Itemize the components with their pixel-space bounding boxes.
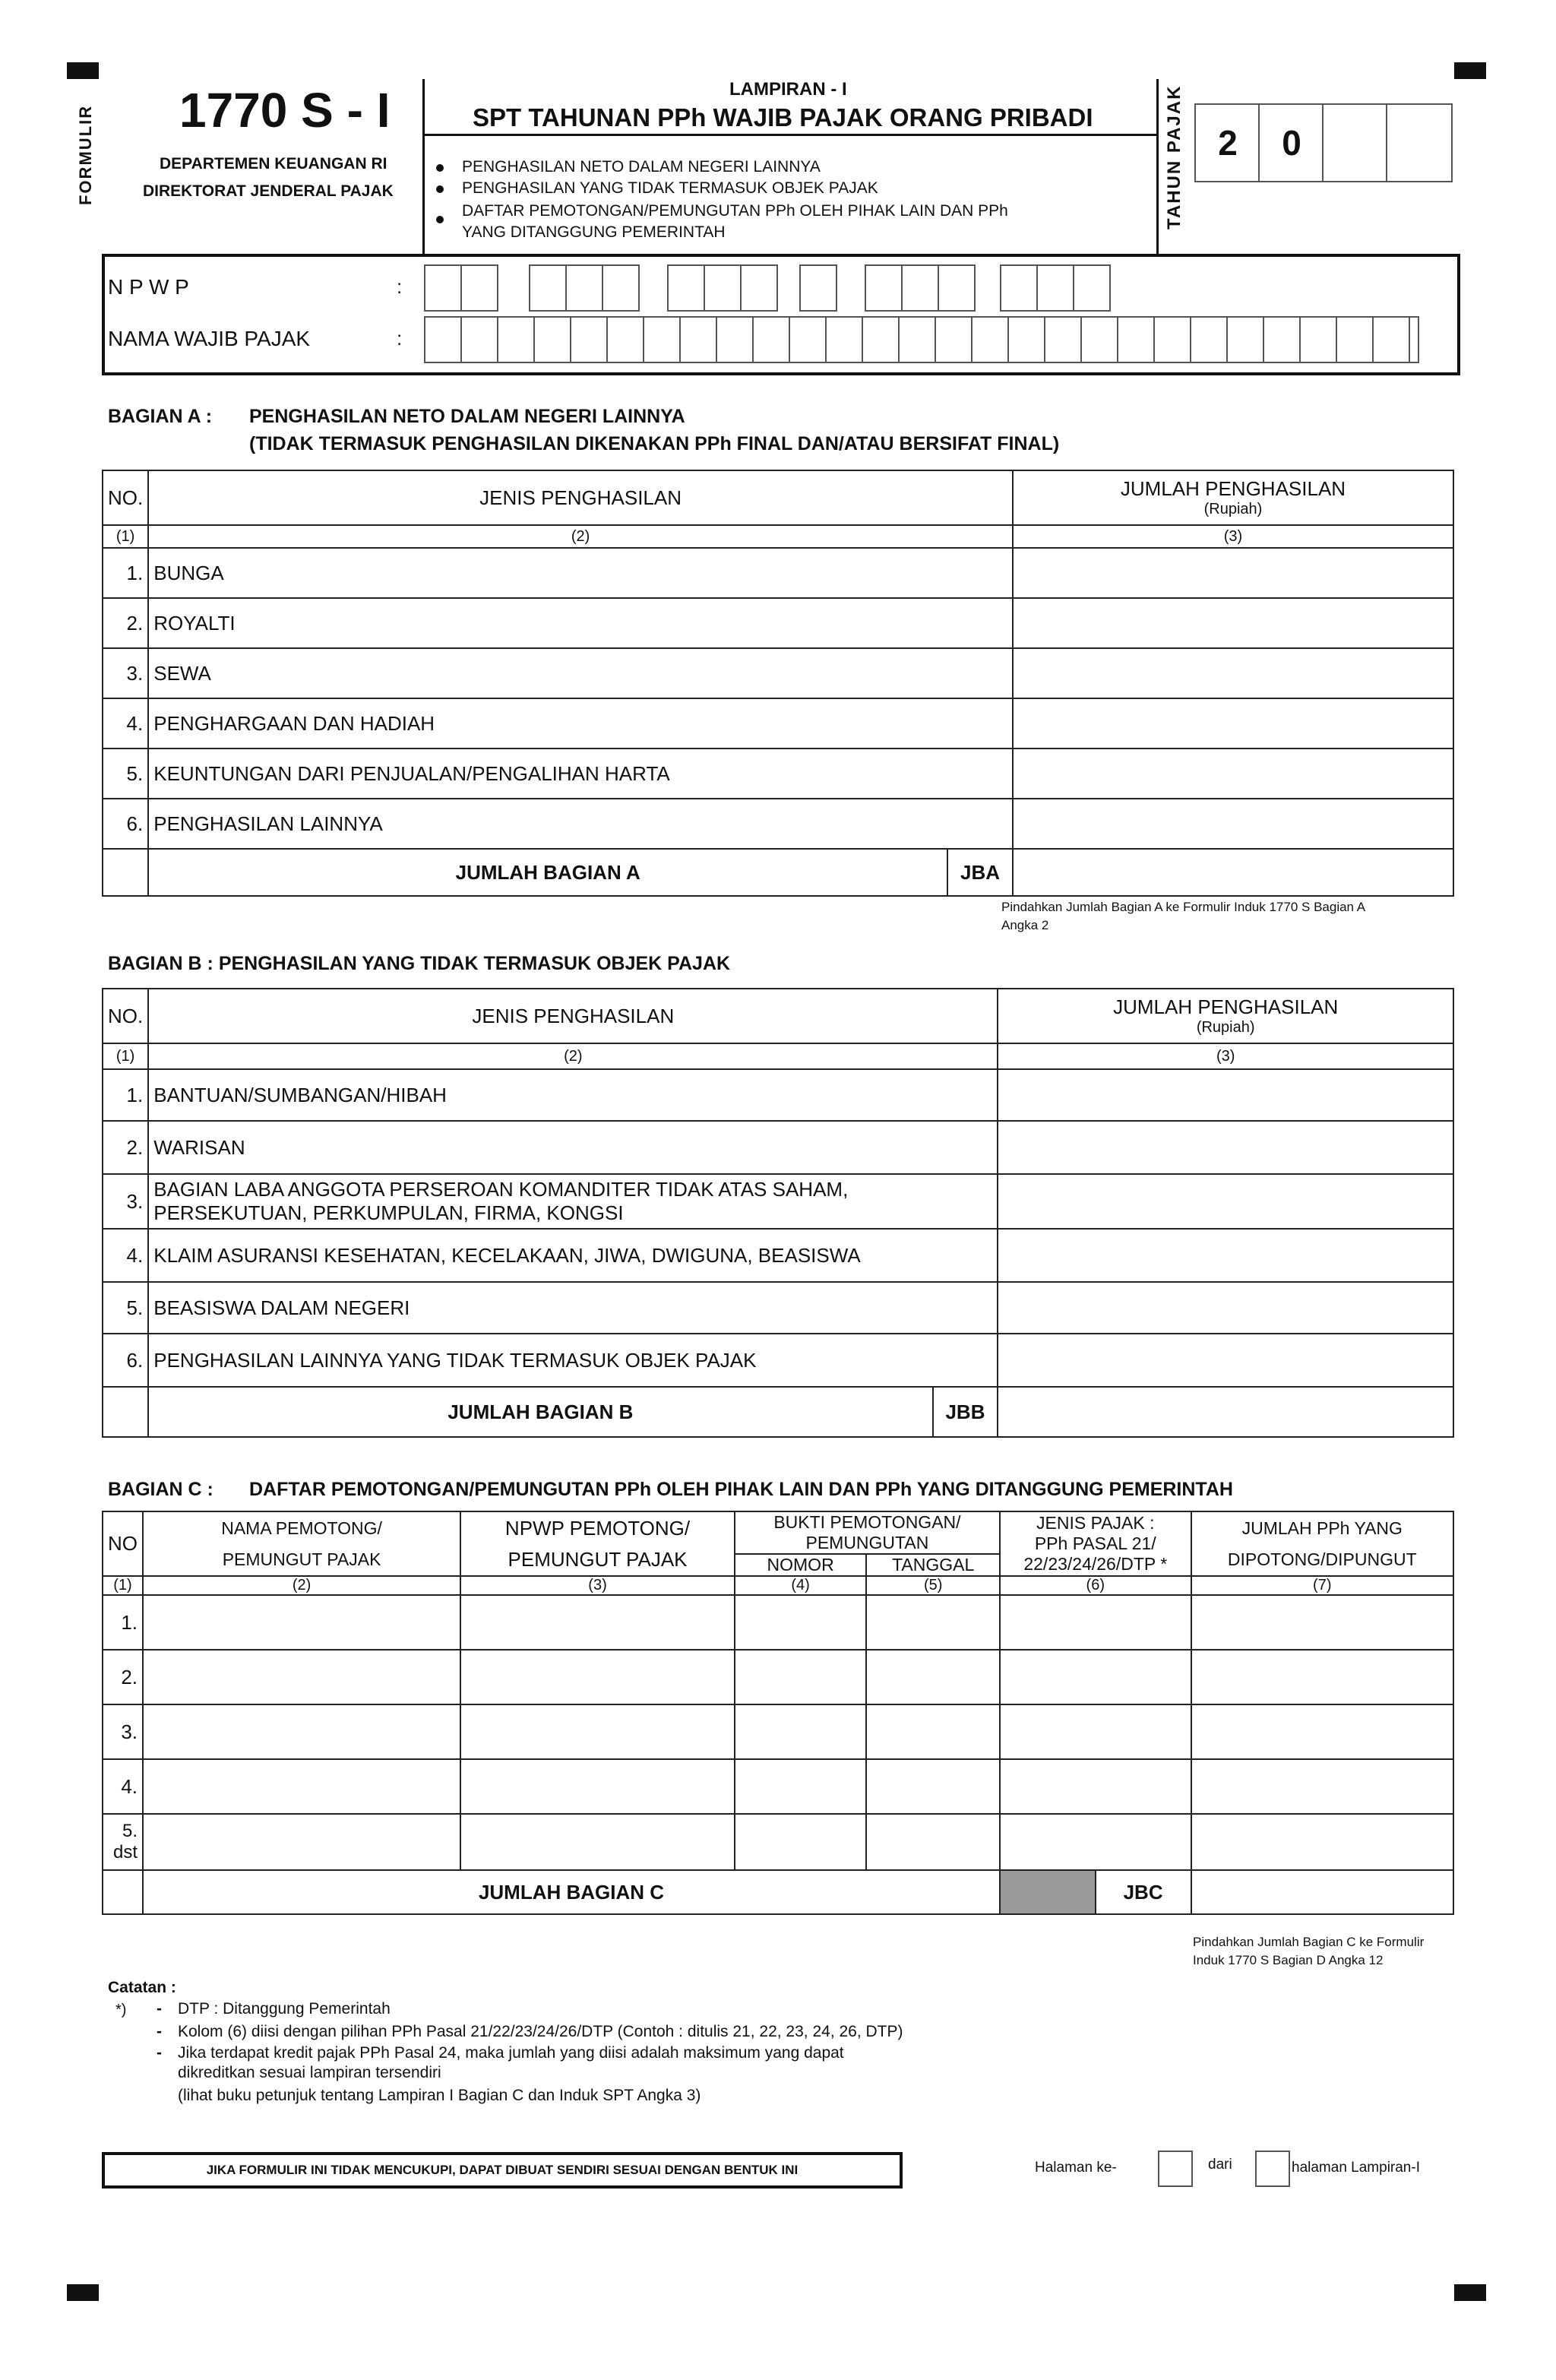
row-number: 2.: [103, 1650, 143, 1704]
col-nama-line2: PEMUNGUT PAJAK: [222, 1549, 381, 1569]
col-index: (5): [866, 1576, 1000, 1595]
row-number: 1.: [103, 548, 148, 598]
halaman-lampiran-label: halaman Lampiran-I: [1292, 2160, 1420, 2176]
empty-cell: [103, 1387, 148, 1437]
bagian-c-note2: Induk 1770 S Bagian D Angka 12: [1193, 1953, 1384, 1967]
amount-input-cell[interactable]: [1013, 799, 1453, 849]
npwp-cell[interactable]: [460, 1650, 735, 1704]
bagian-a-table: [102, 470, 1454, 897]
footer-notice-box: JIKA FORMULIR INI TIDAK MENCUKUPI, DAPAT DIBUAT SENDIRI SESUAI DENGAN BENTUK INI: [102, 2152, 903, 2189]
halaman-ke-label: Halaman ke-: [1035, 2160, 1117, 2176]
tanggal-cell[interactable]: [866, 1814, 1000, 1870]
col-npwp-line2: PEMUNGUT PAJAK: [508, 1547, 688, 1571]
header-divider-mid: [422, 134, 1158, 136]
jenis-pajak-cell[interactable]: [1000, 1814, 1191, 1870]
col-index: (3): [998, 1043, 1453, 1069]
total-code: JBC: [1096, 1870, 1191, 1914]
npwp-digit-box[interactable]: [529, 264, 567, 312]
bagian-a-title1: PENGHASILAN NETO DALAM NEGERI LAINNYA: [249, 406, 685, 427]
npwp-digit-box[interactable]: [565, 264, 603, 312]
dari-label: dari: [1208, 2157, 1232, 2173]
total-code: JBA: [947, 849, 1013, 896]
tanggal-cell[interactable]: [866, 1595, 1000, 1650]
npwp-label: N P W P: [108, 275, 189, 299]
bagian-a-label: BAGIAN A :: [108, 406, 213, 427]
npwp-digit-box[interactable]: [901, 264, 939, 312]
bullet-text: PENGHASILAN NETO DALAM NEGERI LAINNYA: [462, 158, 821, 176]
row-number: 2.: [103, 1121, 148, 1174]
col-nomor-header: NOMOR: [735, 1554, 867, 1576]
bullet-dot: [436, 185, 444, 193]
col-no-header: NO: [103, 1511, 143, 1576]
col-jenis-header: JENIS PENGHASILAN: [148, 989, 998, 1043]
npwp-cell[interactable]: [460, 1704, 735, 1759]
header-divider-left: [422, 79, 425, 255]
row-label-line1: BAGIAN LABA ANGGOTA PERSEROAN KOMANDITER TIDAK ATAS SAHAM,: [153, 1178, 849, 1201]
catatan-line: Kolom (6) diisi dengan pilihan PPh Pasal 21/22/23/24/26/DTP (Contoh : ditulis 21, 22, 23, 24, 26, DTP): [178, 2023, 903, 2040]
col-npwp-header: [460, 1511, 735, 1576]
catatan-title: Catatan :: [108, 1979, 176, 1996]
halaman-total-input[interactable]: [1255, 2151, 1290, 2187]
jenis-pajak-cell[interactable]: [1000, 1704, 1191, 1759]
amount-input-cell[interactable]: [1013, 698, 1453, 748]
amount-input-cell[interactable]: [1013, 548, 1453, 598]
row-dst: dst: [112, 1842, 138, 1863]
row-label: ROYALTI: [148, 598, 1013, 648]
row-label-line2: PERSEKUTUAN, PERKUMPULAN, FIRMA, KONGSI: [153, 1201, 624, 1224]
total-code: JBB: [933, 1387, 998, 1437]
row-number: 3.: [103, 648, 148, 698]
amount-input-cell[interactable]: [998, 1282, 1453, 1334]
row-number: 4.: [103, 1759, 143, 1814]
col-index: (4): [735, 1576, 867, 1595]
total-amount-cell[interactable]: [1191, 1870, 1453, 1914]
col-tanggal-header: TANGGAL: [866, 1554, 1000, 1576]
npwp-digit-box[interactable]: [460, 264, 498, 312]
amount-input-cell[interactable]: [1013, 598, 1453, 648]
lampiran-label: LAMPIRAN - I: [729, 79, 847, 100]
empty-cell: [103, 849, 148, 896]
amount-input-cell[interactable]: [1013, 648, 1453, 698]
bullet-text: PENGHASILAN YANG TIDAK TERMASUK OBJEK PAJAK: [462, 179, 878, 197]
bagian-c-title: DAFTAR PEMOTONGAN/PEMUNGUTAN PPh OLEH PIHAK LAIN DAN PPh YANG DITANGGUNG PEMERINTAH: [249, 1479, 1233, 1500]
col-jumlah-pph-header: [1191, 1511, 1453, 1576]
npwp-digit-box[interactable]: [704, 264, 742, 312]
bagian-a-note1: Pindahkan Jumlah Bagian A ke Formulir Induk 1770 S Bagian A: [1001, 900, 1366, 914]
catatan-line: dikreditkan sesuai lampiran tersendiri: [178, 2064, 441, 2081]
bagian-b-title: BAGIAN B : PENGHASILAN YANG TIDAK TERMASUK OBJEK PAJAK: [108, 953, 731, 974]
col-bukti-line1: BUKTI PEMOTONGAN/: [773, 1512, 961, 1532]
col-jenis-pajak-header: [1000, 1511, 1191, 1576]
row-number: 5.: [103, 748, 148, 799]
nama-label: NAMA WAJIB PAJAK: [108, 327, 311, 350]
col-nama-line1: NAMA PEMOTONG/: [221, 1518, 382, 1538]
col-index: (3): [1013, 525, 1453, 548]
npwp-digit-box[interactable]: [740, 264, 778, 312]
nama-cell[interactable]: [143, 1650, 460, 1704]
jumlah-pph-cell[interactable]: [1191, 1650, 1453, 1704]
row-number: 2.: [103, 598, 148, 648]
bullet-dot: [436, 164, 444, 172]
nomor-cell[interactable]: [735, 1759, 867, 1814]
nama-cell[interactable]: [143, 1814, 460, 1870]
nomor-cell[interactable]: [735, 1704, 867, 1759]
total-label: JUMLAH BAGIAN C: [143, 1870, 1000, 1914]
row-label: KEUNTUNGAN DARI PENJUALAN/PENGALIHAN HARTA: [148, 748, 1013, 799]
registration-mark-bottom-left: [67, 2284, 99, 2301]
amount-input-cell[interactable]: [998, 1229, 1453, 1282]
registration-mark-bottom-right: [1454, 2284, 1486, 2301]
total-label: JUMLAH BAGIAN A: [148, 849, 947, 896]
year-digit-box[interactable]: [1386, 103, 1453, 182]
bagian-c-table: [102, 1511, 1454, 1915]
col-jenis-line2: PPh PASAL 21/: [1034, 1533, 1156, 1553]
npwp-digit-box[interactable]: [938, 264, 976, 312]
col-jumlah-header: [1013, 470, 1453, 525]
col-bukti-header: [735, 1511, 1000, 1554]
tanggal-cell[interactable]: [866, 1650, 1000, 1704]
npwp-digit-box[interactable]: [1000, 264, 1038, 312]
halaman-ke-input[interactable]: [1158, 2151, 1193, 2187]
col-nama-header: [143, 1511, 460, 1576]
npwp-digit-box[interactable]: [1036, 264, 1074, 312]
col-jumlah-pph-line2: DIPOTONG/DIPUNGUT: [1227, 1549, 1417, 1569]
bullet-dot: [436, 216, 444, 223]
nama-cell[interactable]: [143, 1704, 460, 1759]
col-bukti-line2: PEMUNGUTAN: [805, 1533, 929, 1552]
col-no-header: NO.: [103, 470, 148, 525]
nomor-cell[interactable]: [735, 1814, 867, 1870]
col-rupiah: (Rupiah): [1196, 1019, 1255, 1036]
row-label: [148, 1174, 998, 1229]
bullet-text: DAFTAR PEMOTONGAN/PEMUNGUTAN PPh OLEH PIHAK LAIN DAN PPh: [462, 202, 1008, 220]
row-label: KLAIM ASURANSI KESEHATAN, KECELAKAAN, JIWA, DWIGUNA, BEASISWA: [148, 1229, 998, 1282]
col-jenis-line3: 22/23/24/26/DTP *: [1023, 1554, 1168, 1574]
col-rupiah: (Rupiah): [1203, 501, 1263, 517]
nomor-cell[interactable]: [735, 1650, 867, 1704]
catatan-dash: -: [157, 2044, 162, 2062]
row-number: 3.: [103, 1704, 143, 1759]
header-divider-right: [1156, 79, 1159, 255]
jenis-pajak-cell[interactable]: [1000, 1595, 1191, 1650]
catatan-star: *): [115, 2002, 127, 2018]
year-digit-box[interactable]: 0: [1258, 103, 1325, 182]
col-jenis-header: JENIS PENGHASILAN: [148, 470, 1013, 525]
nama-colon: :: [397, 327, 403, 350]
col-jumlah-pph-line1: JUMLAH PPh YANG: [1241, 1518, 1403, 1538]
spt-title: SPT TAHUNAN PPh WAJIB PAJAK ORANG PRIBADI: [473, 103, 1093, 131]
row-number-5: 5.: [122, 1821, 138, 1841]
row-number: 6.: [103, 799, 148, 849]
year-digit-box[interactable]: 2: [1194, 103, 1261, 182]
col-index: (7): [1191, 1576, 1453, 1595]
col-index: (6): [1000, 1576, 1191, 1595]
npwp-cell[interactable]: [460, 1595, 735, 1650]
form-code: 1770 S - I: [179, 83, 391, 138]
col-jumlah-header: [998, 989, 1453, 1043]
col-jenis-line1: JENIS PAJAK :: [1036, 1513, 1155, 1533]
bagian-c-note1: Pindahkan Jumlah Bagian C ke Formulir: [1193, 1935, 1425, 1949]
catatan-dash: -: [157, 2000, 162, 2018]
jumlah-pph-cell[interactable]: [1191, 1595, 1453, 1650]
catatan-line: Jika terdapat kredit pajak PPh Pasal 24, maka jumlah yang diisi adalah maksimum yang dapat: [178, 2044, 844, 2062]
row-number: [103, 1814, 143, 1870]
catatan-dash: -: [157, 2023, 162, 2040]
row-label: BANTUAN/SUMBANGAN/HIBAH: [148, 1069, 998, 1121]
amount-input-cell[interactable]: [998, 1334, 1453, 1387]
amount-input-cell[interactable]: [1013, 748, 1453, 799]
jumlah-pph-cell[interactable]: [1191, 1814, 1453, 1870]
amount-input-cell[interactable]: [998, 1069, 1453, 1121]
jumlah-pph-cell[interactable]: [1191, 1704, 1453, 1759]
col-no-header: NO.: [103, 989, 148, 1043]
year-digit-box[interactable]: [1322, 103, 1389, 182]
bagian-a-note2: Angka 2: [1001, 918, 1049, 932]
tahun-pajak-label: TAHUN PAJAK: [1164, 84, 1184, 229]
col-jumlah-title: JUMLAH PENGHASILAN: [1113, 995, 1339, 1018]
npwp-digit-box[interactable]: [667, 264, 705, 312]
tanggal-cell[interactable]: [866, 1759, 1000, 1814]
amount-input-cell[interactable]: [998, 1174, 1453, 1229]
col-index: (1): [103, 525, 148, 548]
row-label: BEASISWA DALAM NEGERI: [148, 1282, 998, 1334]
total-amount-cell[interactable]: [1013, 849, 1453, 896]
nomor-cell[interactable]: [735, 1595, 867, 1650]
npwp-colon: :: [397, 275, 403, 298]
row-number: 3.: [103, 1174, 148, 1229]
bagian-b-table: [102, 988, 1454, 1438]
bullet-text: YANG DITANGGUNG PEMERINTAH: [462, 223, 726, 241]
row-number: 1.: [103, 1069, 148, 1121]
registration-mark-top-right: [1454, 62, 1486, 79]
row-number: 5.: [103, 1282, 148, 1334]
amount-input-cell[interactable]: [998, 1121, 1453, 1174]
dept-line2: DIREKTORAT JENDERAL PAJAK: [143, 182, 394, 200]
col-index: (2): [148, 1043, 998, 1069]
nama-cell[interactable]: [143, 1595, 460, 1650]
jenis-pajak-cell[interactable]: [1000, 1759, 1191, 1814]
npwp-digit-box[interactable]: [424, 264, 462, 312]
shaded-cell: [1000, 1870, 1096, 1914]
catatan-line: (lihat buku petunjuk tentang Lampiran I Bagian C dan Induk SPT Angka 3): [178, 2087, 701, 2104]
dept-line1: DEPARTEMEN KEUANGAN RI: [160, 155, 387, 172]
total-amount-cell[interactable]: [998, 1387, 1453, 1437]
col-index: (1): [103, 1043, 148, 1069]
npwp-digit-box[interactable]: [799, 264, 837, 312]
row-label: PENGHARGAAN DAN HADIAH: [148, 698, 1013, 748]
catatan-line: DTP : Ditanggung Pemerintah: [178, 2000, 391, 2018]
bagian-c-label: BAGIAN C :: [108, 1479, 213, 1500]
bagian-a-title2: (TIDAK TERMASUK PENGHASILAN DIKENAKAN PPh FINAL DAN/ATAU BERSIFAT FINAL): [249, 433, 1060, 454]
npwp-cell[interactable]: [460, 1814, 735, 1870]
row-number: 6.: [103, 1334, 148, 1387]
row-number: 4.: [103, 1229, 148, 1282]
row-label: SEWA: [148, 648, 1013, 698]
row-label: PENGHASILAN LAINNYA YANG TIDAK TERMASUK OBJEK PAJAK: [148, 1334, 998, 1387]
jumlah-pph-cell[interactable]: [1191, 1759, 1453, 1814]
col-index: (3): [460, 1576, 735, 1595]
npwp-digit-box[interactable]: [865, 264, 903, 312]
row-number: 1.: [103, 1595, 143, 1650]
row-label: PENGHASILAN LAINNYA: [148, 799, 1013, 849]
col-npwp-line1: NPWP PEMOTONG/: [504, 1516, 691, 1540]
col-index: (2): [143, 1576, 460, 1595]
col-index: (2): [148, 525, 1013, 548]
row-number: 4.: [103, 698, 148, 748]
npwp-cell[interactable]: [460, 1759, 735, 1814]
nama-char-boxes[interactable]: [424, 316, 1419, 363]
npwp-digit-box[interactable]: [602, 264, 640, 312]
jenis-pajak-cell[interactable]: [1000, 1650, 1191, 1704]
npwp-digit-box[interactable]: [1073, 264, 1111, 312]
row-label: BUNGA: [148, 548, 1013, 598]
col-jumlah-title: JUMLAH PENGHASILAN: [1120, 477, 1346, 500]
tanggal-cell[interactable]: [866, 1704, 1000, 1759]
row-label: WARISAN: [148, 1121, 998, 1174]
formulir-label: FORMULIR: [76, 104, 95, 205]
total-label: JUMLAH BAGIAN B: [148, 1387, 932, 1437]
nama-cell[interactable]: [143, 1759, 460, 1814]
empty-cell: [103, 1870, 143, 1914]
registration-mark-top-left: [67, 62, 99, 79]
col-index: (1): [103, 1576, 143, 1595]
